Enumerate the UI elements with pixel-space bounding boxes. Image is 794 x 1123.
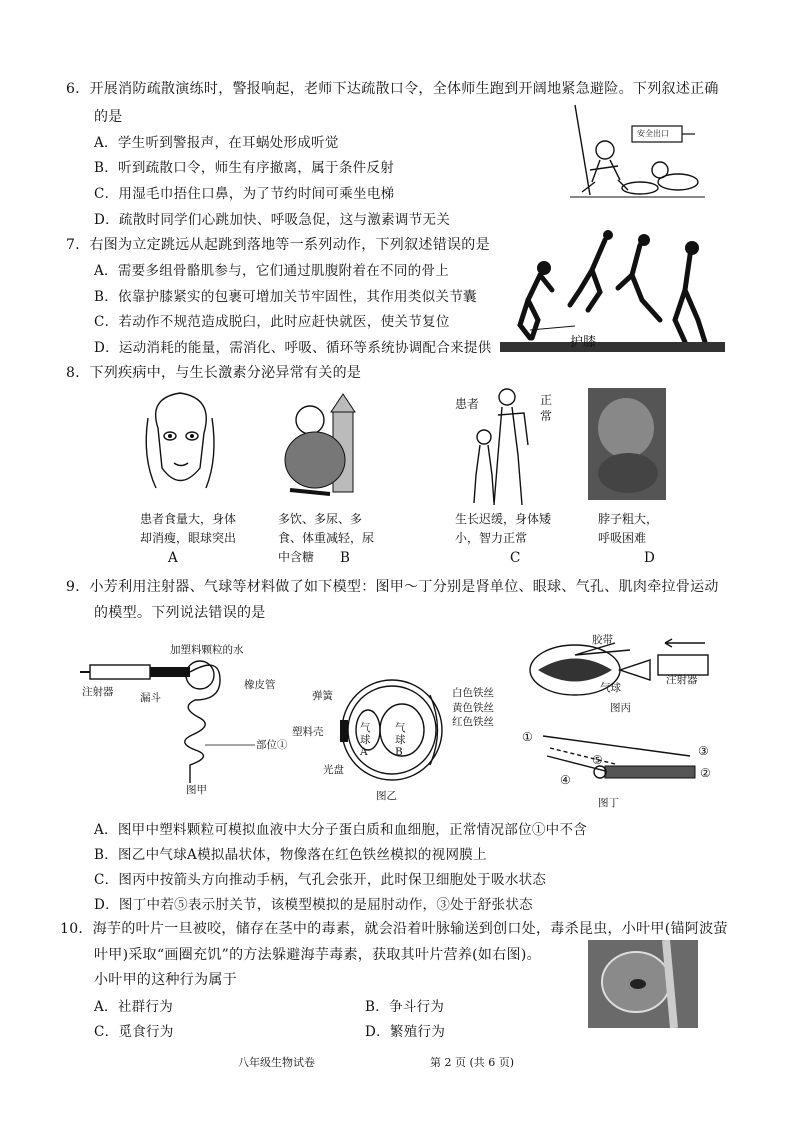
q6-stem-line2: 的是	[94, 109, 123, 125]
q6-option-d: D．疏散时同学们心跳加快、呼吸急促，这与激素调节无关	[94, 212, 451, 228]
q10-stem-line3: 小叶甲的这种行为属于	[94, 972, 237, 988]
yi-light-disc-label: 光盘	[323, 764, 344, 776]
bing-title: 图丙	[610, 702, 631, 714]
disease-a-face-image	[138, 388, 222, 500]
q7-option-d: D．运动消耗的能量，需消化、呼吸、循环等系统协调配合来提供	[94, 340, 492, 356]
q6-stem-line1: 6．开展消防疏散演练时，警报响起，老师下达疏散口令，全体师生跑到开阔地紧急避险。下列叙述正确	[66, 81, 719, 97]
caption-b-letter: B	[340, 550, 351, 566]
disease-b-cartoon-image	[275, 390, 380, 502]
yi-title: 图乙	[376, 790, 397, 802]
q7-option-a: A．需要多组骨骼肌参与，它们通过肌腹附着在不同的骨上	[94, 263, 450, 279]
q9-option-b: B．图乙中气球A模拟晶状体，物像落在红色铁丝模拟的视网膜上	[94, 847, 487, 863]
yi-spring-label: 弹簧	[312, 690, 333, 702]
caption-d-letter: D	[644, 550, 656, 566]
yi-yellow-wire-label: 黄色铁丝	[452, 702, 494, 714]
q9-stem-line2: 的模型。下列说法错误的是	[94, 605, 266, 621]
q9-stem-line1: 9．小芳利用注射器、气球等材料做了如下模型：图甲～丁分别是肾单位、眼球、气孔、肌肉牵拉骨运动	[66, 579, 719, 595]
disease-d-photo-image	[588, 388, 666, 500]
patient-label: 患者	[455, 397, 480, 411]
bing-tape-label: 胶带	[592, 634, 613, 646]
jia-water-label: 加塑料颗粒的水	[170, 644, 244, 656]
yi-shell-label: 塑料壳	[292, 726, 324, 738]
evacuation-figure	[570, 100, 705, 200]
yi-white-wire-label: 白色铁丝	[452, 687, 494, 699]
jia-syringe-label: 注射器	[82, 686, 114, 698]
ding-number-1: ①	[522, 730, 533, 744]
caption-d: 脖子粗大，呼吸困难	[598, 512, 659, 545]
caption-a: 患者食量大，身体却消瘦，眼球突出	[140, 512, 237, 545]
caption-c: 生长迟缓，身体矮小，智力正常	[455, 512, 552, 545]
figure-jia-kidney-model	[80, 645, 280, 785]
footer-page-number: 第 2 页 (共 6 页)	[430, 1056, 515, 1069]
yi-red-wire-label: 红色铁丝	[452, 716, 494, 728]
q10-option-c: C．觅食行为	[94, 1024, 174, 1040]
normal-label: 正常	[540, 393, 553, 423]
q10-option-a: A．社群行为	[94, 999, 174, 1015]
footer-subject: 八年级生物试卷	[238, 1056, 315, 1069]
bing-syringe-label: 注射器	[666, 674, 698, 686]
ding-number-3: ③	[698, 744, 709, 758]
ding-title: 图丁	[598, 797, 619, 809]
leaf-beetle-photo	[588, 940, 698, 1028]
bing-balloon-label: 气球	[600, 682, 621, 694]
knee-pad-label: 护膝	[570, 335, 597, 350]
caption-b: 多饮、多尿、多食、体重减轻，尿中含糖	[278, 512, 375, 564]
jia-part-label: 部位①	[256, 739, 288, 751]
q7-stem: 7．右图为立定跳远从起跳到落地等一系列动作，下列叙述错误的是	[66, 237, 490, 253]
q10-stem-line2: 叶甲)采取“画圈充饥”的方法躲避海芋毒素，获取其叶片营养(如右图)。	[94, 947, 541, 963]
q7-option-c: C．若动作不规范造成脱臼，此时应赶快就医，使关节复位	[94, 314, 450, 330]
ding-number-4: ④	[560, 773, 571, 787]
q9-option-c: C．图丙中按箭头方向推动手柄，气孔会张开，此时保卫细胞处于吸水状态	[94, 872, 547, 888]
q7-option-b: B．依靠护膝紧实的包裹可增加关节牢固性，其作用类似关节囊	[94, 289, 477, 305]
ding-number-5: ⑤	[592, 753, 603, 767]
q6-option-b: B．听到疏散口令，师生有序撤离，属于条件反射	[94, 160, 395, 176]
ding-number-2: ②	[700, 766, 711, 780]
q6-option-c: C．用湿毛巾捂住口鼻，为了节约时间可乘坐电梯	[94, 186, 395, 202]
caption-a-letter: A	[168, 550, 179, 566]
q10-option-d: D．繁殖行为	[365, 1024, 446, 1040]
q10-option-b: B．争斗行为	[365, 999, 445, 1015]
q8-stem: 8．下列疾病中，与生长激素分泌异常有关的是	[66, 365, 362, 381]
jia-funnel-label: 漏斗	[140, 692, 161, 704]
q9-option-d: D．图丁中若⑤表示肘关节，该模型模拟的是屈肘动作，③处于舒张状态	[94, 897, 533, 913]
jia-title: 图甲	[186, 784, 207, 796]
jia-tube-label: 橡皮管	[244, 679, 276, 691]
q9-option-a: A．图甲中塑料颗粒可模拟血液中大分子蛋白质和血细胞，正常情况部位①中不含	[94, 822, 588, 838]
q6-option-a: A．学生听到警报声，在耳蜗处形成听觉	[94, 135, 339, 151]
yi-balloon-a-label: 气球A	[360, 722, 371, 758]
caption-c-letter: C	[510, 550, 521, 566]
yi-balloon-b-label: 气球B	[395, 722, 406, 758]
figure-ding-muscle-model	[525, 728, 705, 788]
exit-sign-text: 安全出口	[637, 129, 669, 138]
q10-stem-line1: 10．海芋的叶片一旦被咬，储存在茎中的毒素，就会沿着叶脉输送到创口处，毒杀昆虫，小叶甲(锚阿波萤	[60, 921, 728, 937]
long-jump-figure	[500, 230, 725, 355]
